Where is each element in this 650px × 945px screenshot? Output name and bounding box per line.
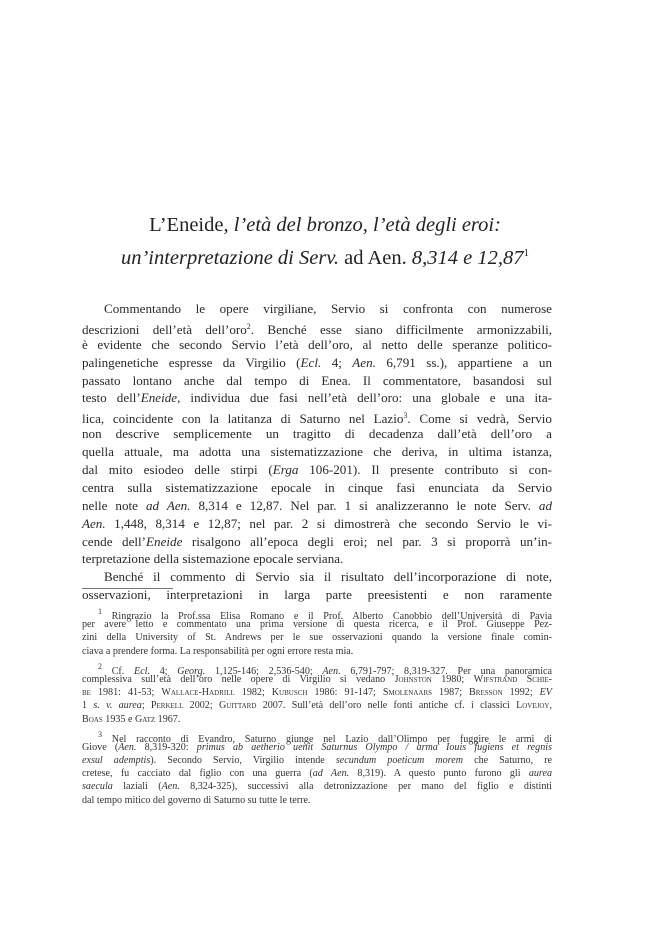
footnote-line: saecula laziali (Aen. 8,324-325), successivi alla detronizzazione per mano del figlio e distinti xyxy=(82,781,552,793)
footnote-marker: 2 xyxy=(246,321,251,331)
footnote-marker: 3 xyxy=(403,411,408,421)
footnote-3 xyxy=(82,728,552,807)
text-line: è evidente che secondo Servio l’età dell’oro, al netto delle speranze politico- xyxy=(82,336,552,352)
title-text: 8,314 e 12,87 xyxy=(411,247,524,269)
article-title xyxy=(40,211,610,272)
text-line: descrizioni dell’età dell’oro$^2$. Benché esse siano difficilmente armonizzabili, xyxy=(82,321,552,337)
text-line: nelle note ad Aen. 8,314 e 12,87. Nel par. 1 si analizzeranno le note Serv. ad xyxy=(82,497,552,513)
text-line: centra sulla sistematizzazione epocale in cinque fasi enunciata da Servio xyxy=(82,479,552,495)
title-text: ad Aen. xyxy=(339,247,412,269)
text-line: cende dell’Eneide risalgono all’epoca degli eroi; nel par. 3 si proporrà un’in- xyxy=(82,533,553,549)
text-line: Benché il commento di Servio sia il risultato dell’incorporazione di note, xyxy=(104,569,552,585)
text-line: non descrive semplicemente un tragitto di decadenza dall’età dell’oro a xyxy=(82,426,552,442)
footnote-line: complessiva sull’età dell’oro nelle opere di Virgilio si vedano Johnston 1980; Wifstrand Schie- xyxy=(82,673,552,685)
footnote-line: $^2$ Cf. Ecl. 4; Georg. 1,125-146; 2,536-540; Aen. 6,791-797; 8,319-327. Per una panoramica xyxy=(98,661,552,677)
footnote-separator xyxy=(82,588,173,589)
footnote-line: 1 s. v. aurea; Perkell 2002; Guittard 2007. Sull’età dell’oro nelle fonti antiche cf. i classici Lovejoy, xyxy=(82,700,552,712)
text-line: osservazioni, interpretazioni in larga parte preesistenti e non raramente xyxy=(82,587,552,603)
footnote-2 xyxy=(82,660,552,726)
title-text: L’Eneide xyxy=(149,214,224,236)
title-line-2 xyxy=(40,239,610,272)
footnote-line: cretese, fu cacciato dal figlio con una guerra (ad Aen. 8,319). A questo punto furono gli aurea xyxy=(82,768,552,780)
title-line-1 xyxy=(40,211,610,239)
text-line: passato lontano anche dal tempo di Enea. Il commentatore, basandosi sul xyxy=(82,372,552,388)
footnote-line: ciava a prendere forma. La responsabilità per ogni errore resta mia. xyxy=(82,645,354,657)
footnote-line: zini della University of St. Andrews per le sue osservazioni quando la versione finale comin- xyxy=(82,632,552,644)
body-paragraphs xyxy=(82,300,552,604)
footnote-line: $^3$ Nel racconto di Evandro, Saturno giunge nel Lazio dall’Olimpo per fuggire le armi di xyxy=(98,729,552,745)
footnote-line: $^1$ Ringrazio la Prof.ssa Elisa Romano e il Prof. Alberto Canobbio dell’Università di Pavia xyxy=(98,607,552,622)
text-line: lica, coincidente con la latitanza di Saturno nel Lazio$^3$. Come si vedrà, Servio xyxy=(82,411,552,427)
text-line: testo dell’Eneide, individua due fasi nell’età dell’oro: una globale e una ita- xyxy=(82,390,552,406)
text-line: terpretazione della sistemazione epocale serviana. xyxy=(82,551,344,567)
text-line: dal mito esiodeo delle stirpi (Erga 106-201). Il presente contributo si con- xyxy=(82,462,552,478)
text-line: Aen. 1,448, 8,314 e 12,87; nel par. 2 si dimostrerà che secondo Servio le vi- xyxy=(82,515,552,531)
text-line: palingenetiche espresse da Virgilio (Ecl. 4; Aen. 6,791 ss.), appartiene a un xyxy=(82,354,552,370)
text-line: Commentando le opere virgiliane, Servio si confronta con numerose xyxy=(104,301,552,316)
footnote-1 xyxy=(82,605,552,658)
footnote-marker: 1 xyxy=(523,247,530,259)
text-line: quella attuale, ma adotta una sistematizzazione che deriva, in ultima istanza, xyxy=(82,444,552,460)
title-text: un’interpretazione di Serv. xyxy=(120,247,340,269)
footnote-line: Giove (Aen. 8,319-320: primus ab aetherio uenit Saturnus Olympo / arma Iouis fugiens et regnis xyxy=(82,741,552,753)
footnote-line: per avere letto e commentato una prima versione di questa ricerca, e il Prof. Giuseppe Pez- xyxy=(82,619,552,631)
footnote-line: exsul ademptis). Secondo Servio, Virgilio intende secundum poeticum morem che Saturno, re xyxy=(82,755,552,767)
title-text: , l’età del bronzo, l’età degli eroi: xyxy=(223,214,501,236)
footnote-line: be 1981: 41-53; Wallace-Hadrill 1982; Kubusch 1986: 91-147; Smolenaars 1987; Bresson 1992; EV xyxy=(82,687,552,699)
footnote-line: Boas 1935 e Gatz 1967. xyxy=(82,713,181,725)
footnotes xyxy=(82,605,552,809)
footnote-line: dal tempo mitico del governo di Saturno su tutte le terre. xyxy=(82,794,311,806)
